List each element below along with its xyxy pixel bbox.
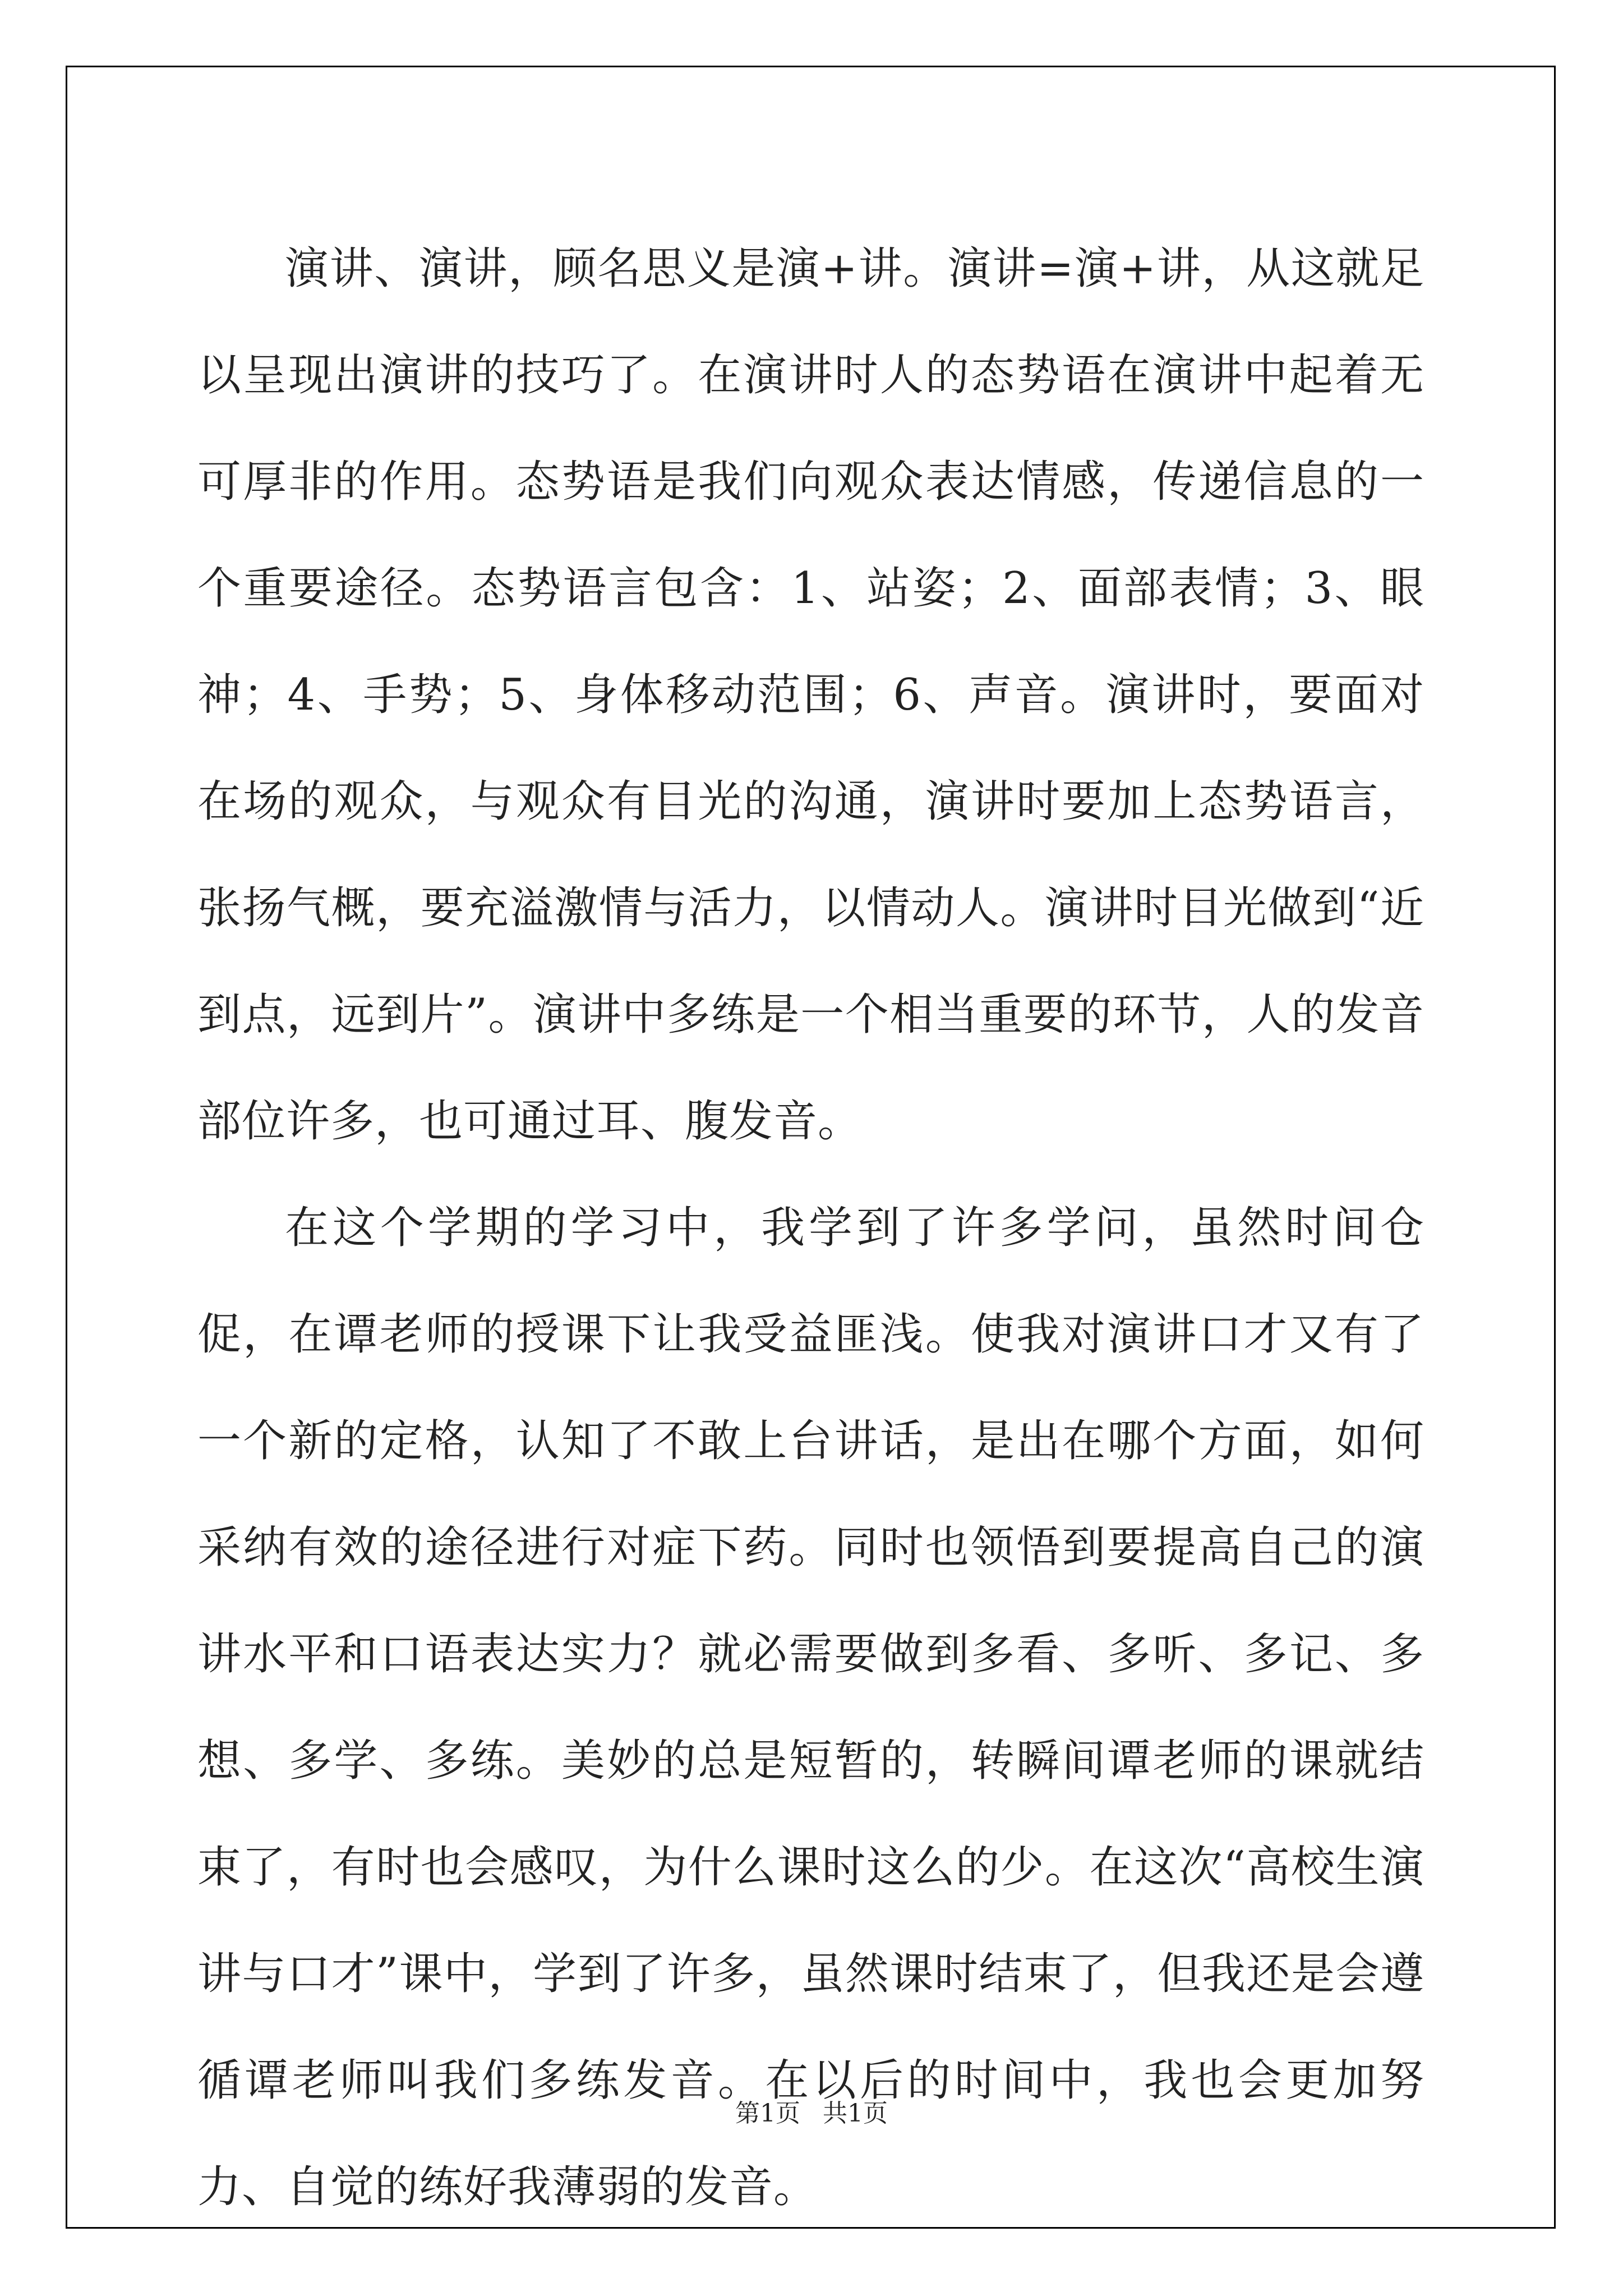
paragraph-1: 演讲、演讲，顾名思义是演+讲。演讲=演+讲，从这就足以呈现出演讲的技巧了。在演讲时人的态势语在演讲中起着无可厚非的作用。态势语是我们向观众表达情感，传递信息的一个重要途径。态势语言包含：1、站姿；2、面部表情；3、眼神；4、手势；5、身体移动范围；6、声音。演讲时，要面对在场的观众，与观众有目光的沟通，演讲时要加上态势语言，张扬气概，要充溢激情与活力，以情动人。演讲时目光做到“近到点，远到片”。演讲中多练是一个相当重要的环节，人的发音部位许多，也可通过耳、腹发音。 <box>197 243 1424 1147</box>
document-body <box>197 215 1424 2240</box>
page-number-total: 共1页 <box>823 2099 888 2128</box>
page-footer <box>0 2097 1623 2131</box>
page-number-current: 第1页 <box>735 2099 800 2128</box>
paragraph-2: 在这个学期的学习中，我学到了许多学问，虽然时间仓促，在谭老师的授课下让我受益匪浅。使我对演讲口才又有了一个新的定格，认知了不敢上台讲话，是出在哪个方面，如何采纳有效的途径进行对症下药。同时也领悟到要提高自己的演讲水平和口语表达实力？就必需要做到多看、多听、多记、多想、多学、多练。美妙的总是短暂的，转瞬间谭老师的课就结束了，有时也会感叹，为什么课时这么的少。在这次“高校生演讲与口才”课中，学到了许多，虽然课时结束了，但我还是会遵循谭老师叫我们多练发音。在以后的时间中，我也会更加努力、自觉的练好我薄弱的发音。 <box>197 1203 1424 2212</box>
